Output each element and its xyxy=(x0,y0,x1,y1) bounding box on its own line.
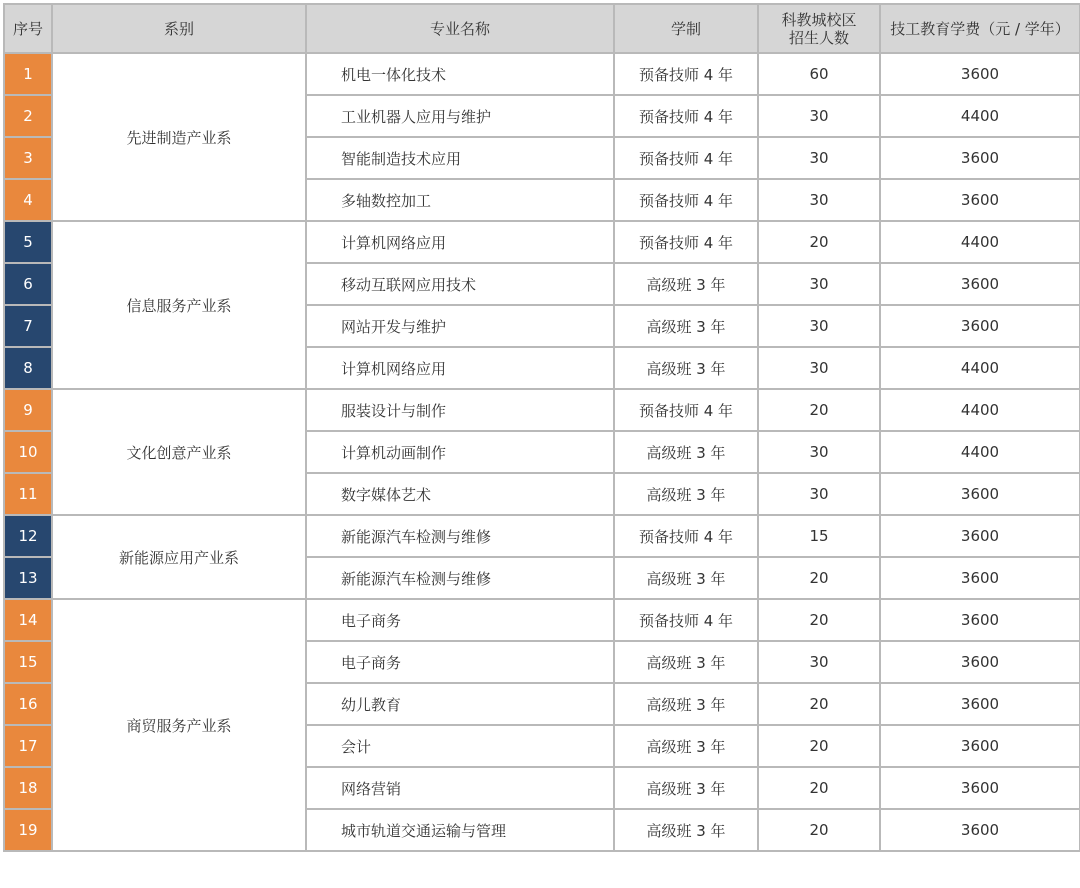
row-index: 9 xyxy=(4,389,52,431)
duration: 预备技师 4 年 xyxy=(614,53,758,95)
major-name: 计算机动画制作 xyxy=(306,431,614,473)
major-name: 数字媒体艺术 xyxy=(306,473,614,515)
duration: 高级班 3 年 xyxy=(614,683,758,725)
header-enrollment: 科教城校区招生人数 xyxy=(758,4,880,53)
duration: 预备技师 4 年 xyxy=(614,179,758,221)
tuition-fee: 3600 xyxy=(880,725,1080,767)
enrollment-count: 20 xyxy=(758,599,880,641)
row-index: 16 xyxy=(4,683,52,725)
major-name: 计算机网络应用 xyxy=(306,347,614,389)
major-name: 网络营销 xyxy=(306,767,614,809)
table-row xyxy=(4,389,1080,431)
major-name: 服装设计与制作 xyxy=(306,389,614,431)
tuition-fee: 3600 xyxy=(880,641,1080,683)
enrollment-count: 30 xyxy=(758,347,880,389)
header-index: 序号 xyxy=(4,4,52,53)
row-index: 5 xyxy=(4,221,52,263)
enrollment-count: 20 xyxy=(758,725,880,767)
row-index: 12 xyxy=(4,515,52,557)
major-name: 会计 xyxy=(306,725,614,767)
duration: 预备技师 4 年 xyxy=(614,599,758,641)
duration: 高级班 3 年 xyxy=(614,725,758,767)
tuition-fee: 3600 xyxy=(880,767,1080,809)
row-index: 4 xyxy=(4,179,52,221)
department-name: 先进制造产业系 xyxy=(52,53,306,221)
tuition-fee: 3600 xyxy=(880,263,1080,305)
enrollment-count: 20 xyxy=(758,809,880,851)
major-name: 智能制造技术应用 xyxy=(306,137,614,179)
tuition-fee: 4400 xyxy=(880,95,1080,137)
tuition-fee: 3600 xyxy=(880,557,1080,599)
duration: 高级班 3 年 xyxy=(614,809,758,851)
row-index: 10 xyxy=(4,431,52,473)
duration: 高级班 3 年 xyxy=(614,557,758,599)
table-body xyxy=(4,53,1080,851)
table-header-row xyxy=(4,4,1080,53)
tuition-fee: 3600 xyxy=(880,599,1080,641)
header-major: 专业名称 xyxy=(306,4,614,53)
row-index: 15 xyxy=(4,641,52,683)
table-row xyxy=(4,599,1080,641)
table-row xyxy=(4,221,1080,263)
enrollment-count: 30 xyxy=(758,95,880,137)
duration: 预备技师 4 年 xyxy=(614,95,758,137)
row-index: 19 xyxy=(4,809,52,851)
enrollment-count: 20 xyxy=(758,767,880,809)
tuition-fee: 4400 xyxy=(880,347,1080,389)
table-row xyxy=(4,515,1080,557)
major-name: 新能源汽车检测与维修 xyxy=(306,515,614,557)
major-name: 电子商务 xyxy=(306,641,614,683)
duration: 高级班 3 年 xyxy=(614,641,758,683)
major-name: 工业机器人应用与维护 xyxy=(306,95,614,137)
row-index: 8 xyxy=(4,347,52,389)
tuition-fee: 4400 xyxy=(880,221,1080,263)
row-index: 18 xyxy=(4,767,52,809)
major-name: 新能源汽车检测与维修 xyxy=(306,557,614,599)
tuition-fee: 4400 xyxy=(880,389,1080,431)
row-index: 2 xyxy=(4,95,52,137)
header-department: 系别 xyxy=(52,4,306,53)
department-name: 新能源应用产业系 xyxy=(52,515,306,599)
enrollment-count: 20 xyxy=(758,683,880,725)
duration: 预备技师 4 年 xyxy=(614,221,758,263)
major-name: 移动互联网应用技术 xyxy=(306,263,614,305)
major-name: 幼儿教育 xyxy=(306,683,614,725)
table-row xyxy=(4,53,1080,95)
duration: 高级班 3 年 xyxy=(614,473,758,515)
duration: 预备技师 4 年 xyxy=(614,515,758,557)
row-index: 3 xyxy=(4,137,52,179)
major-name: 计算机网络应用 xyxy=(306,221,614,263)
enrollment-count: 30 xyxy=(758,179,880,221)
enrollment-count: 30 xyxy=(758,473,880,515)
department-name: 信息服务产业系 xyxy=(52,221,306,389)
enrollment-count: 30 xyxy=(758,263,880,305)
enrollment-count: 15 xyxy=(758,515,880,557)
row-index: 14 xyxy=(4,599,52,641)
row-index: 1 xyxy=(4,53,52,95)
tuition-fee: 3600 xyxy=(880,809,1080,851)
enrollment-count: 30 xyxy=(758,641,880,683)
row-index: 17 xyxy=(4,725,52,767)
row-index: 7 xyxy=(4,305,52,347)
department-name: 文化创意产业系 xyxy=(52,389,306,515)
tuition-fee: 3600 xyxy=(880,53,1080,95)
major-name: 电子商务 xyxy=(306,599,614,641)
duration: 预备技师 4 年 xyxy=(614,137,758,179)
row-index: 6 xyxy=(4,263,52,305)
duration: 高级班 3 年 xyxy=(614,431,758,473)
duration: 高级班 3 年 xyxy=(614,305,758,347)
tuition-fee: 3600 xyxy=(880,137,1080,179)
duration: 高级班 3 年 xyxy=(614,263,758,305)
duration: 高级班 3 年 xyxy=(614,767,758,809)
enrollment-count: 20 xyxy=(758,389,880,431)
major-name: 机电一体化技术 xyxy=(306,53,614,95)
duration: 高级班 3 年 xyxy=(614,347,758,389)
department-name: 商贸服务产业系 xyxy=(52,599,306,851)
tuition-fee: 4400 xyxy=(880,431,1080,473)
major-name: 网站开发与维护 xyxy=(306,305,614,347)
row-index: 13 xyxy=(4,557,52,599)
tuition-fee: 3600 xyxy=(880,473,1080,515)
major-name: 城市轨道交通运输与管理 xyxy=(306,809,614,851)
tuition-fee: 3600 xyxy=(880,515,1080,557)
enrollment-count: 30 xyxy=(758,305,880,347)
tuition-fee: 3600 xyxy=(880,305,1080,347)
enrollment-count: 60 xyxy=(758,53,880,95)
enrollment-table xyxy=(3,3,1080,852)
duration: 预备技师 4 年 xyxy=(614,389,758,431)
row-index: 11 xyxy=(4,473,52,515)
enrollment-count: 30 xyxy=(758,137,880,179)
major-name: 多轴数控加工 xyxy=(306,179,614,221)
header-duration: 学制 xyxy=(614,4,758,53)
tuition-fee: 3600 xyxy=(880,179,1080,221)
header-fee: 技工教育学费（元 / 学年） xyxy=(880,4,1080,53)
enrollment-count: 20 xyxy=(758,557,880,599)
tuition-fee: 3600 xyxy=(880,683,1080,725)
enrollment-count: 20 xyxy=(758,221,880,263)
enrollment-count: 30 xyxy=(758,431,880,473)
